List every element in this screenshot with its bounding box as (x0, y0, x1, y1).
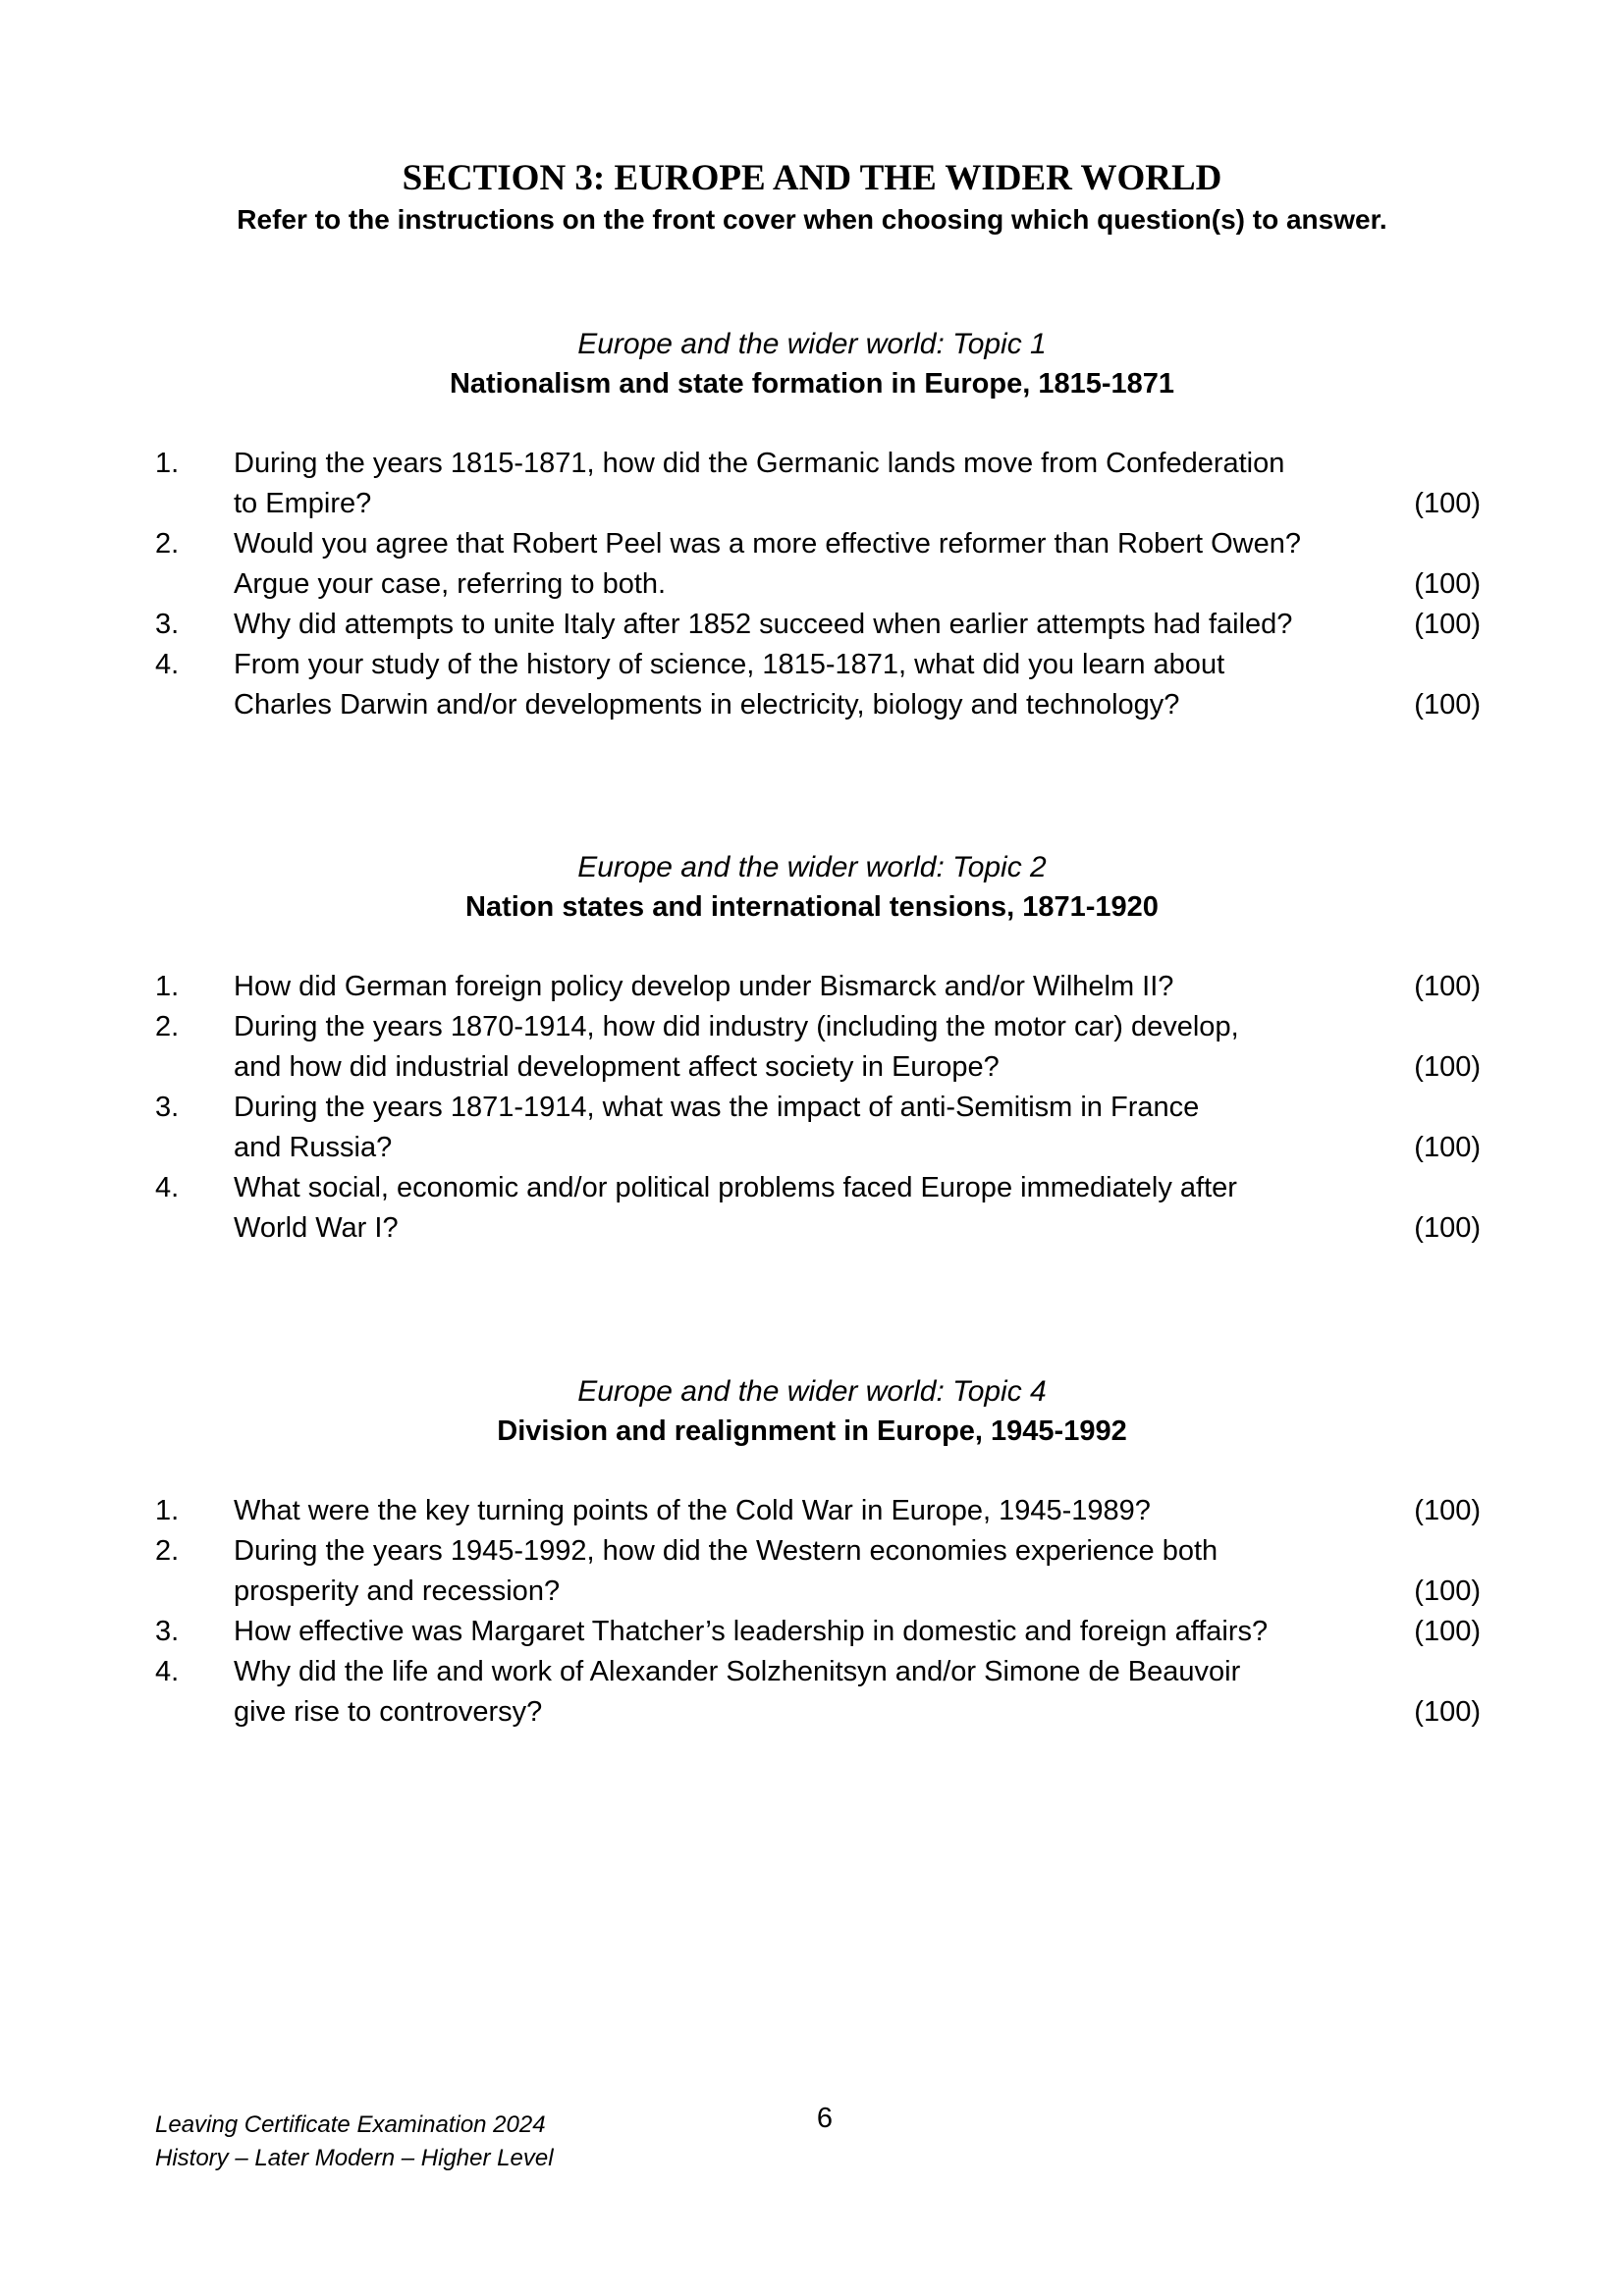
topic-2-header (0, 848, 1624, 927)
question-marks: (100) (1414, 488, 1481, 519)
topic-4-header (0, 1372, 1624, 1451)
topic-4-questions (155, 1491, 1481, 1733)
topic-label: Europe and the wider world: Topic 4 (577, 1375, 1047, 1408)
topic-2-questions (155, 967, 1481, 1249)
question-marks: (100) (1414, 1575, 1481, 1607)
topic-title: Nationalism and state formation in Europe, 1815-1871 (449, 368, 1175, 400)
topic-title: Division and realignment in Europe, 1945-1992 (497, 1415, 1127, 1447)
question-line: During the years 1871-1914, what was the impact of anti-Semitism in France (234, 1092, 1200, 1123)
question-line: give rise to controversy? (234, 1696, 543, 1728)
question-marks: (100) (1414, 609, 1481, 640)
page-number: 6 (816, 2103, 834, 2134)
question-number: 3. (155, 1616, 180, 1647)
question-text (234, 1531, 1382, 1612)
question-line: During the years 1815-1871, how did the Germanic lands move from Confederation (234, 448, 1285, 479)
question-line: and how did industrial development affect society in Europe? (234, 1051, 1000, 1083)
question-marks: (100) (1414, 568, 1481, 600)
question-item (155, 1612, 1481, 1652)
question-marks: (100) (1414, 1132, 1481, 1163)
question-text (234, 1612, 1382, 1652)
footer-line-exam: Leaving Certificate Examination 2024 (155, 2111, 546, 2138)
question-number: 1. (155, 1495, 180, 1526)
topic-label: Europe and the wider world: Topic 1 (577, 328, 1047, 360)
question-line: During the years 1870-1914, how did industry (including the motor car) develop, (234, 1011, 1239, 1042)
question-item (155, 524, 1481, 605)
question-number: 2. (155, 528, 180, 560)
question-text (234, 1491, 1382, 1531)
question-number: 1. (155, 448, 180, 479)
question-marks: (100) (1414, 1051, 1481, 1083)
question-text (234, 1168, 1382, 1249)
question-line: Would you agree that Robert Peel was a more effective reformer than Robert Owen? (234, 528, 1301, 560)
question-item (155, 1168, 1481, 1249)
question-marks: (100) (1414, 971, 1481, 1002)
question-item (155, 605, 1481, 645)
topic-label: Europe and the wider world: Topic 2 (577, 851, 1047, 883)
question-number: 4. (155, 649, 180, 680)
question-number: 3. (155, 1092, 180, 1123)
question-line: From your study of the history of science, 1815-1871, what did you learn about (234, 649, 1225, 680)
footer-line-subject: History – Later Modern – Higher Level (155, 2145, 554, 2171)
question-number: 2. (155, 1011, 180, 1042)
question-line: What social, economic and/or political problems faced Europe immediately after (234, 1172, 1237, 1203)
topic-1-questions (155, 444, 1481, 725)
question-number: 2. (155, 1535, 180, 1567)
question-number: 3. (155, 609, 180, 640)
question-marks: (100) (1414, 1616, 1481, 1647)
topic-title: Nation states and international tensions, 1871-1920 (465, 891, 1159, 923)
question-line: Why did attempts to unite Italy after 1852 succeed when earlier attempts had failed? (234, 609, 1293, 640)
question-line: How did German foreign policy develop under Bismarck and/or Wilhelm II? (234, 971, 1174, 1002)
question-line: Charles Darwin and/or developments in electricity, biology and technology? (234, 689, 1180, 721)
question-number: 4. (155, 1656, 180, 1687)
question-text (234, 967, 1382, 1007)
question-item (155, 1088, 1481, 1168)
footer-exam-info (155, 2109, 554, 2175)
question-item (155, 1531, 1481, 1612)
question-marks: (100) (1414, 689, 1481, 721)
question-item (155, 645, 1481, 725)
question-marks: (100) (1414, 1495, 1481, 1526)
question-text (234, 605, 1382, 645)
question-marks: (100) (1414, 1696, 1481, 1728)
question-text (234, 444, 1382, 524)
question-item (155, 1491, 1481, 1531)
question-line: During the years 1945-1992, how did the Western economies experience both (234, 1535, 1218, 1567)
question-marks: (100) (1414, 1212, 1481, 1244)
question-item (155, 967, 1481, 1007)
question-item (155, 444, 1481, 524)
question-text (234, 524, 1382, 605)
question-text (234, 1088, 1382, 1168)
question-text (234, 1652, 1382, 1733)
section-title: SECTION 3: EUROPE AND THE WIDER WORLD (402, 158, 1222, 198)
question-line: to Empire? (234, 488, 372, 519)
question-line: Why did the life and work of Alexander Solzhenitsyn and/or Simone de Beauvoir (234, 1656, 1241, 1687)
question-line: Argue your case, referring to both. (234, 568, 667, 600)
question-line: What were the key turning points of the Cold War in Europe, 1945-1989? (234, 1495, 1151, 1526)
question-line: World War I? (234, 1212, 399, 1244)
topic-1-header (0, 325, 1624, 403)
question-text (234, 1007, 1382, 1088)
question-number: 4. (155, 1172, 180, 1203)
question-text (234, 645, 1382, 725)
question-item (155, 1652, 1481, 1733)
question-line: and Russia? (234, 1132, 393, 1163)
section-instructions: Refer to the instructions on the front cover when choosing which question(s) to answer. (237, 204, 1387, 235)
question-line: prosperity and recession? (234, 1575, 561, 1607)
question-item (155, 1007, 1481, 1088)
question-number: 1. (155, 971, 180, 1002)
question-line: How effective was Margaret Thatcher’s leadership in domestic and foreign affairs? (234, 1616, 1269, 1647)
